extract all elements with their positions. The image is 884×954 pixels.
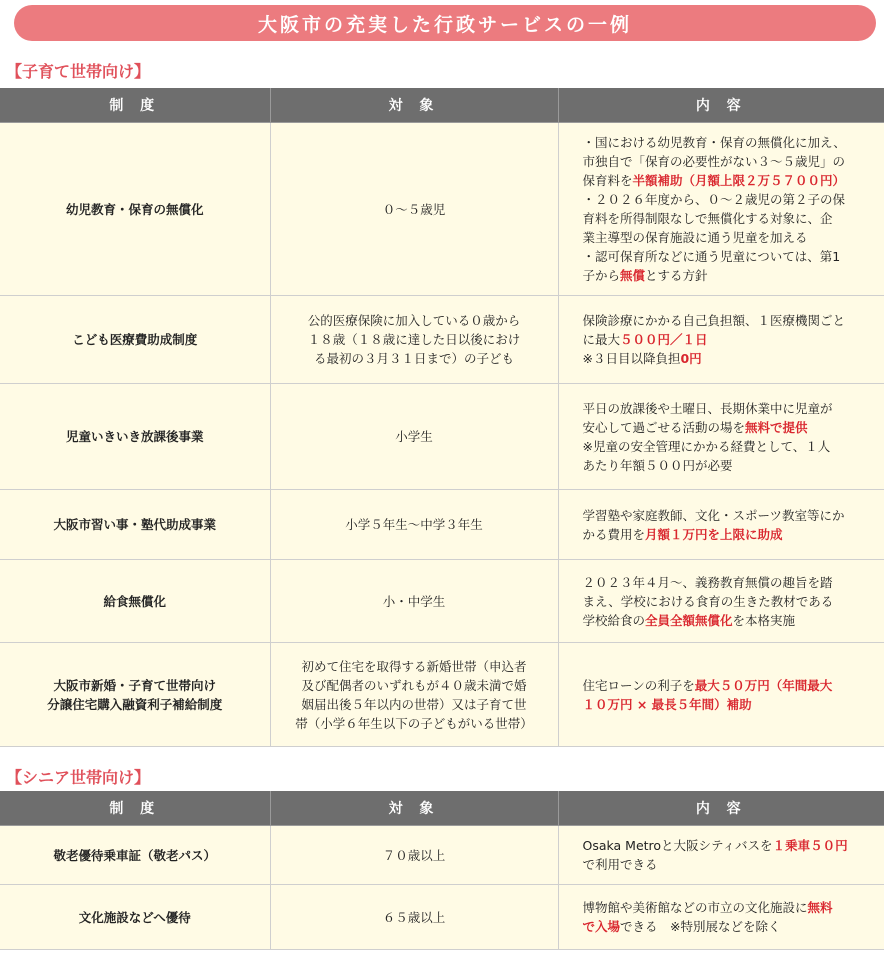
- table-row: [0, 826, 884, 885]
- content-cell: [558, 384, 884, 490]
- content-cell: [558, 296, 884, 384]
- system-name-cell: [0, 826, 270, 885]
- highlight-text: 半額補助（月額上限２万５７００円）: [632, 173, 846, 188]
- content-line: 住宅ローンの利子を最大５０万円（年間最大: [582, 677, 833, 693]
- system-name-cell: [0, 296, 270, 384]
- content-line: [583, 695, 867, 714]
- target-cell: [270, 123, 558, 296]
- table-row: [0, 490, 884, 560]
- header-content: 内 容: [558, 88, 884, 123]
- content-line: 子から無償とする方針: [582, 268, 708, 283]
- system-name-cell: [0, 885, 270, 950]
- target-line: 姻届出後５年以内の世帯）又は子育て世: [301, 696, 527, 712]
- content-line: まえ、学校における食育の生きた教材である: [582, 593, 834, 609]
- content-line: 市独自で「保育の必要性がない３～５歳児」の: [582, 154, 846, 169]
- highlight-text: 無償: [620, 268, 646, 283]
- target-cell: [270, 560, 558, 643]
- system-name-line: 大阪市新婚・子育て世帯向け: [53, 677, 216, 693]
- target-line: ０～５歳児: [382, 201, 446, 217]
- table-row: [0, 123, 884, 296]
- highlight-text: 0円: [680, 351, 702, 366]
- section-title-senior: 【シニア世帯向け】: [6, 768, 151, 787]
- table-row: [0, 560, 884, 643]
- highlight-text: 全員全額無償化: [645, 612, 733, 628]
- system-name-cell: [0, 643, 270, 747]
- system-name-line: 分譲住宅購入融資利子補給制度: [47, 696, 223, 712]
- target-line: 小学５年生～中学３年生: [345, 517, 483, 532]
- target-line: 小・中学生: [382, 593, 446, 609]
- content-cell: [558, 490, 884, 560]
- content-cell: [558, 885, 884, 950]
- header-system: 制 度: [0, 791, 270, 826]
- target-line: ６５歳以上: [382, 909, 446, 925]
- content-cell: [558, 560, 884, 643]
- content-line: 育料を所得制限なしで無償化する対象に、企: [582, 211, 833, 226]
- content-line: 平日の放課後や土曜日、長期休業中に児童が: [582, 400, 833, 416]
- content-line: ・認可保育所などに通う児童については、第1: [582, 249, 841, 264]
- system-name-cell: [0, 560, 270, 643]
- table-row: [0, 885, 884, 950]
- content-line: ・２０２６年度から、０～２歳児の第２子の保: [582, 192, 846, 207]
- highlight-text: １０万円 × 最長５年間）補助: [582, 696, 752, 712]
- highlight-text: 月額１万円を上限に助成: [645, 526, 783, 542]
- content-line: ２０２３年４月～、義務教育無償の趣旨を踏: [582, 574, 833, 590]
- target-line: 公的医療保険に加入している０歳から: [307, 313, 521, 328]
- content-cell: [558, 123, 884, 296]
- highlight-text: で入場: [582, 919, 621, 934]
- target-line: １８歳（１８歳に達した日以後におけ: [307, 332, 521, 347]
- target-cell: [270, 826, 558, 885]
- content-line: Osaka Metroと大阪シティバスを１乗車５０円: [582, 838, 848, 853]
- content-line: 学校給食の全員全額無償化を本格実施: [582, 612, 796, 628]
- system-name-line: 児童いきいき放課後事業: [65, 429, 204, 444]
- system-name-cell: [0, 384, 270, 490]
- target-line: ７０歳以上: [382, 847, 446, 863]
- content-line: 博物館や美術館などの市立の文化施設に無料: [582, 900, 833, 915]
- highlight-text: １乗車５０円: [772, 838, 848, 853]
- system-name-line: 敬老優待乗車証（敬老パス）: [53, 847, 216, 863]
- content-line: 保育料を半額補助（月額上限２万５７００円）: [582, 173, 846, 188]
- target-line: 初めて住宅を取得する新婚世帯（申込者: [301, 658, 527, 674]
- target-line: 帯（小学６年生以下の子どもがいる世帯）: [295, 715, 533, 731]
- target-cell: [270, 384, 558, 490]
- highlight-text: 無料で提供: [745, 419, 808, 435]
- target-line: る最初の３月３１日まで）の子ども: [313, 351, 514, 366]
- header-content: 内 容: [558, 791, 884, 826]
- highlight-text: 最大５０万円（年間最大: [694, 677, 833, 693]
- content-line: あたり年額５００円が必要: [582, 457, 733, 473]
- content-line: 保険診療にかかる自己負担額、１医療機関ごと: [582, 313, 846, 328]
- target-cell: [270, 885, 558, 950]
- content-line: 安心して過ごせる活動の場を無料で提供: [582, 419, 808, 435]
- header-target: 対 象: [270, 791, 558, 826]
- content-line: 業主導型の保育施設に通う児童を加える: [582, 230, 808, 245]
- content-line: に最大５００円／１日: [582, 332, 708, 347]
- system-name-line: 文化施設などへ優待: [78, 909, 191, 925]
- content-cell: [558, 643, 884, 747]
- content-line: で入場できる ※特別展などを除く: [582, 919, 781, 934]
- highlight-text: 無料: [807, 900, 833, 915]
- content-line: かる費用を月額１万円を上限に助成: [582, 526, 783, 542]
- system-name-cell: [0, 123, 270, 296]
- target-cell: [270, 643, 558, 747]
- target-cell: [270, 490, 558, 560]
- content-line: ※３日目以降負担0円: [582, 351, 702, 366]
- section-title-childcare: 【子育て世帯向け】: [6, 62, 151, 81]
- system-name-line: こども医療費助成制度: [72, 332, 198, 347]
- system-name-line: 大阪市習い事・塾代助成事業: [53, 517, 216, 532]
- target-line: 及び配偶者のいずれもが４０歳未満で婚: [301, 677, 527, 693]
- highlight-text: ５００円／１日: [620, 332, 708, 347]
- content-line: 学習塾や家庭教師、文化・スポーツ教室等にか: [582, 507, 845, 523]
- content-line: ・国における幼児教育・保育の無償化に加え、: [582, 135, 846, 150]
- content-cell: [558, 826, 884, 885]
- table-row: [0, 643, 884, 747]
- system-name-line: 幼児教育・保育の無償化: [65, 201, 204, 217]
- header-target: 対 象: [270, 88, 558, 123]
- senior-services-table: [0, 791, 884, 950]
- table-row: [0, 296, 884, 384]
- childcare-services-table: [0, 88, 884, 747]
- header-system: 制 度: [0, 88, 270, 123]
- system-name-cell: [0, 490, 270, 560]
- target-line: 小学生: [395, 429, 433, 444]
- content-line: ※児童の安全管理にかかる経費として、１人: [582, 438, 831, 454]
- content-line: で利用できる: [582, 857, 658, 872]
- target-cell: [270, 296, 558, 384]
- system-name-line: 給食無償化: [103, 593, 166, 609]
- table-row: [0, 384, 884, 490]
- page-banner: 大阪市の充実した行政サービスの一例: [14, 5, 876, 41]
